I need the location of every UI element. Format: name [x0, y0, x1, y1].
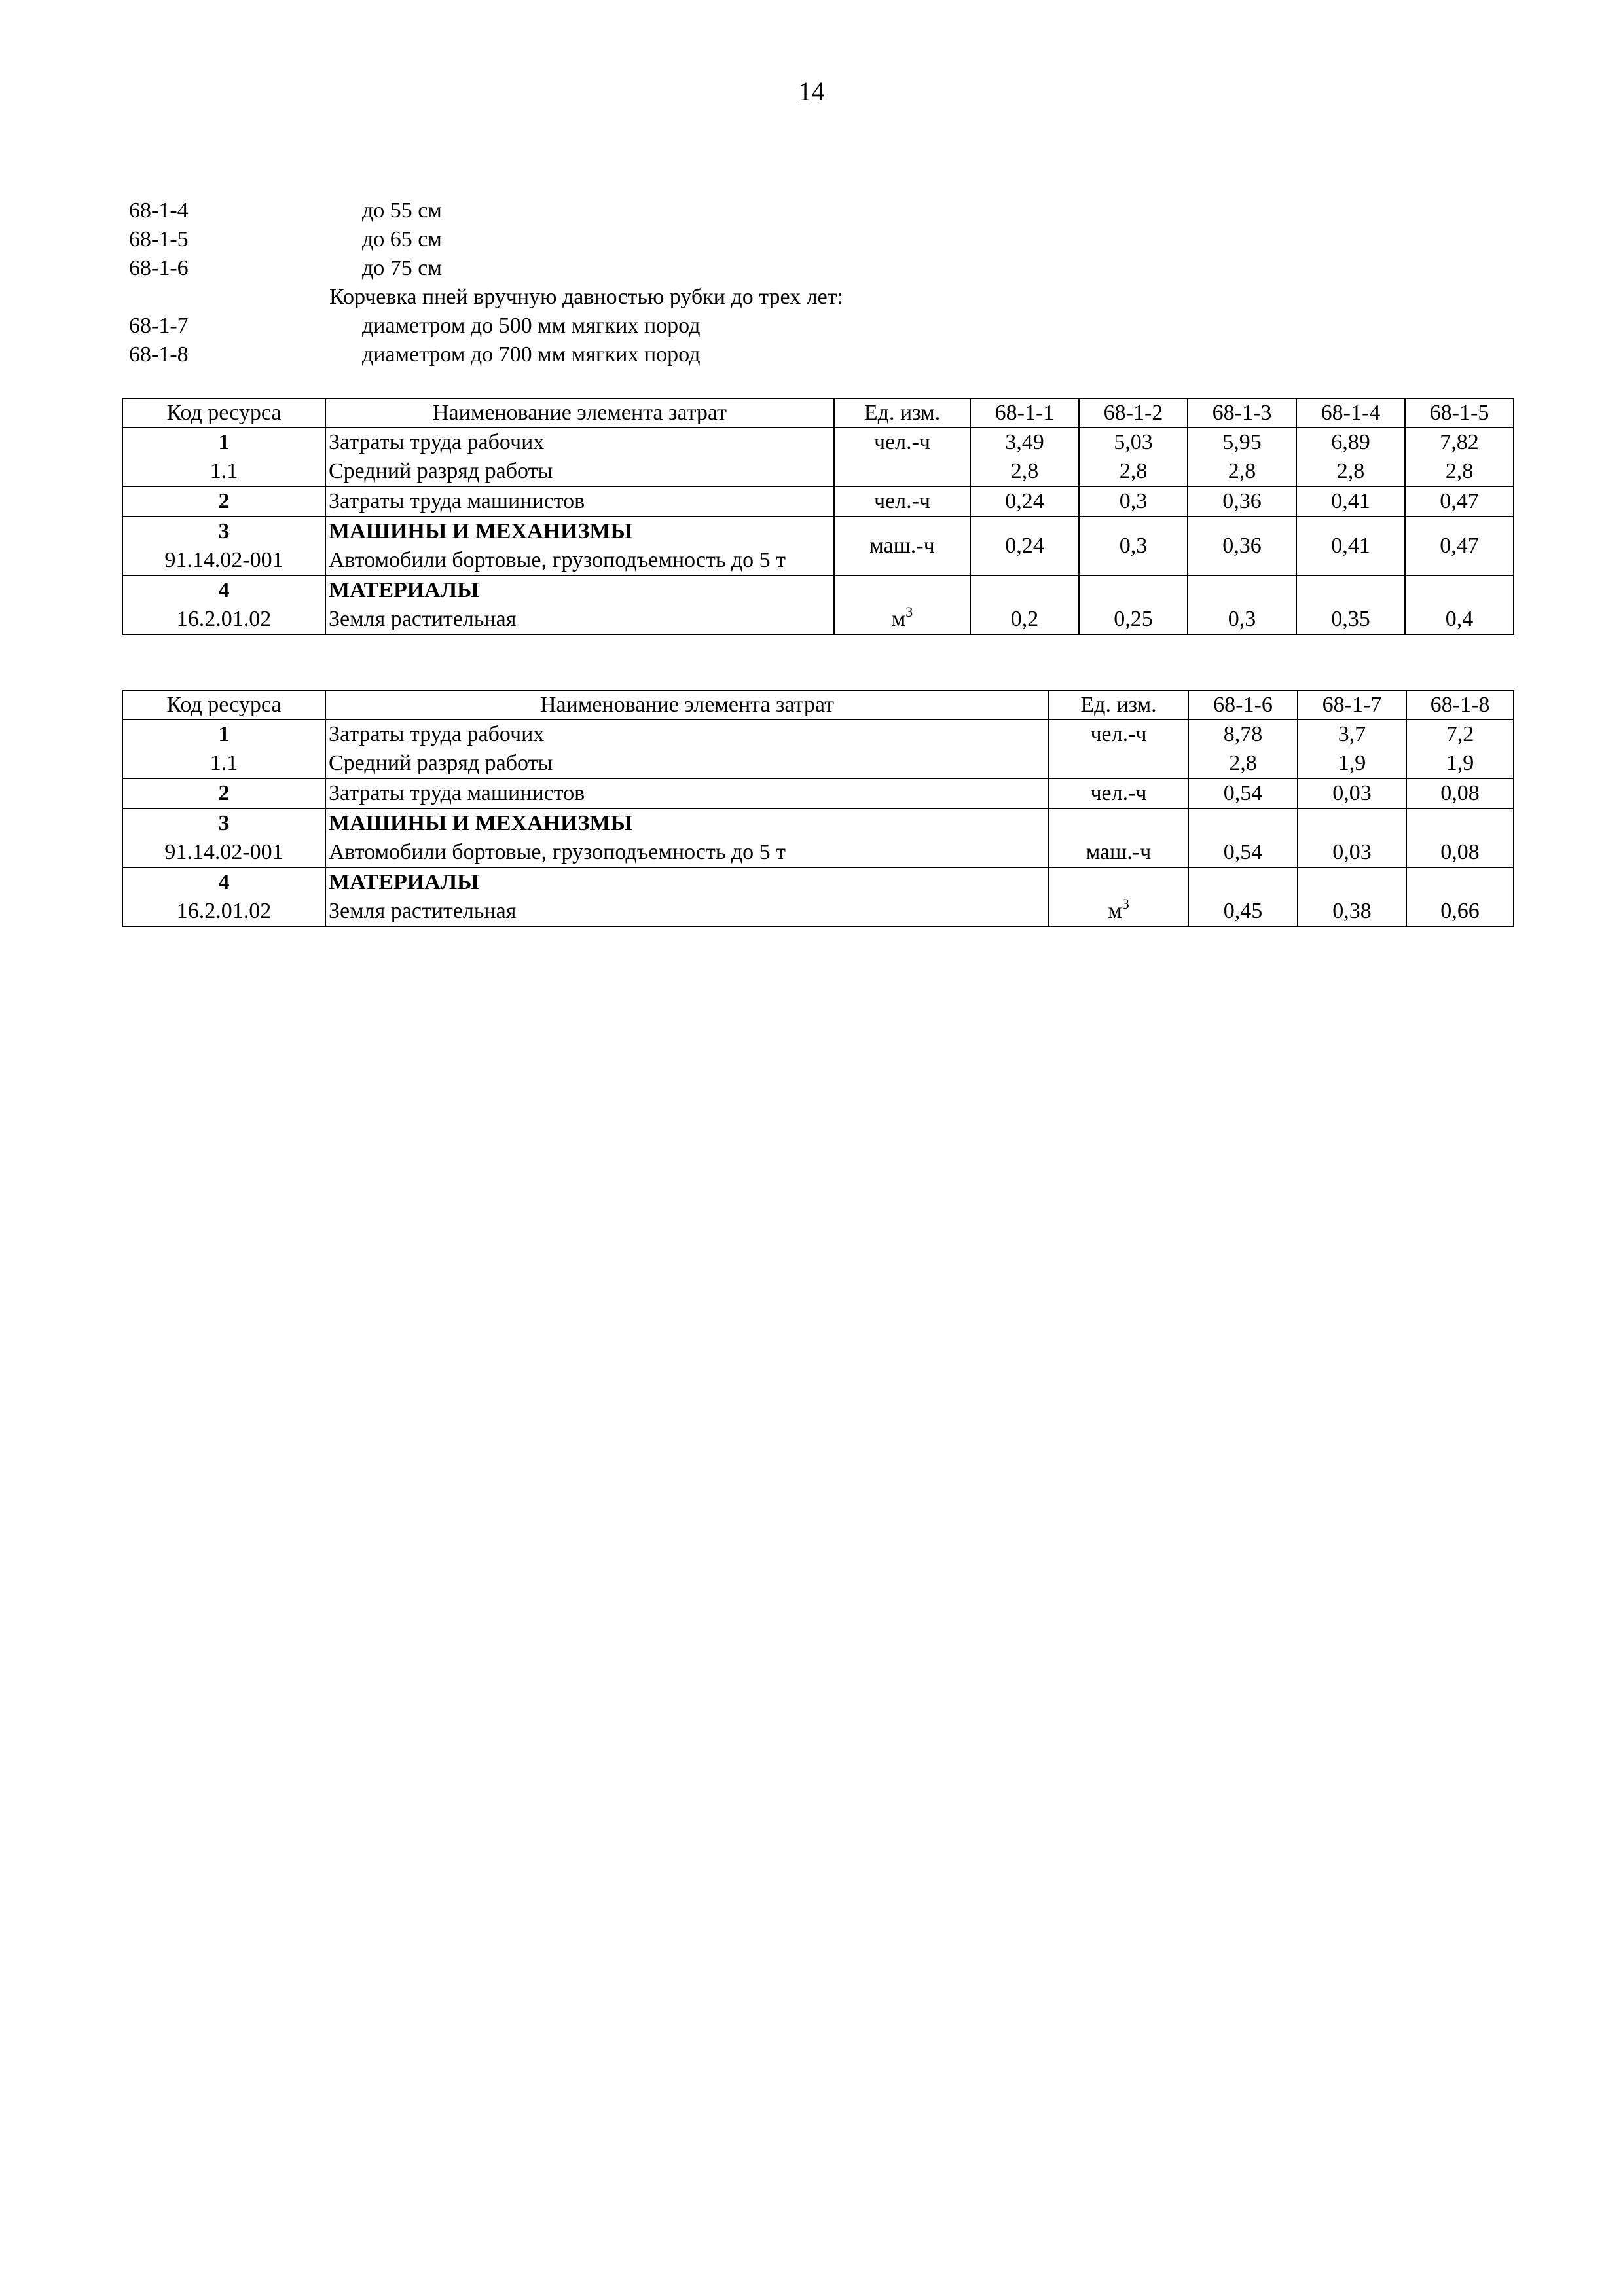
value: 0,36	[1222, 534, 1262, 558]
value-cell	[1406, 778, 1514, 809]
unit-value	[837, 605, 967, 634]
value: 0,4	[1445, 607, 1474, 631]
value-cell	[1298, 809, 1406, 867]
value-cell	[1405, 486, 1514, 517]
value-cell	[1188, 867, 1298, 926]
value: 2,8	[1119, 459, 1148, 483]
value: 2,8	[1229, 751, 1257, 775]
table-row-machines	[122, 809, 1514, 867]
page-number: 14	[798, 77, 825, 106]
value: 1,9	[1446, 751, 1474, 775]
value-cell	[1188, 778, 1298, 809]
list-item-code: 68-1-5	[129, 227, 189, 251]
unit-value: маш.-ч	[1085, 840, 1152, 864]
table-row-operators	[122, 486, 1514, 517]
value-cell	[970, 517, 1079, 575]
unit-superscript: 3	[905, 604, 913, 620]
value: 2,8	[1010, 459, 1039, 483]
value: 0,54	[1223, 840, 1263, 864]
value: 0,03	[1332, 840, 1372, 864]
value: 0,35	[1331, 607, 1370, 631]
section-title: МАТЕРИАЛЫ	[329, 870, 479, 894]
value: 0,3	[1119, 489, 1148, 513]
unit-cell	[834, 428, 970, 486]
unit-value: чел.-ч	[873, 430, 931, 454]
header-unit: Ед. изм.	[1049, 691, 1188, 720]
code-value: 1	[218, 722, 230, 746]
value: 0,47	[1440, 489, 1479, 513]
resource-table-2	[122, 690, 1514, 927]
list-item	[129, 225, 1307, 254]
code-value: 1	[218, 430, 230, 454]
list-group-title: Корчевка пней вручную давностью рубки до трех лет:	[329, 285, 843, 309]
header-norm-col: 68-1-2	[1079, 399, 1188, 428]
value: 0,3	[1119, 534, 1148, 558]
unit-cell	[834, 517, 970, 575]
unit-cell	[1049, 778, 1188, 809]
list-item-desc: до 55 см	[362, 198, 442, 223]
list-item-desc: диаметром до 700 мм мягких пород	[362, 342, 701, 367]
list-item	[129, 312, 1307, 340]
value: 0,47	[1440, 534, 1479, 558]
name-cell	[325, 809, 1049, 867]
value: 3,49	[1005, 430, 1044, 454]
value: 0,41	[1331, 489, 1370, 513]
name-cell	[325, 486, 834, 517]
value-cell	[1079, 517, 1188, 575]
name-value: Земля растительная	[329, 607, 517, 631]
header-code: Код ресурса	[122, 691, 325, 720]
header-norm-col: 68-1-3	[1188, 399, 1296, 428]
unit-base: м	[1108, 899, 1122, 923]
code-value: 16.2.01.02	[176, 607, 272, 631]
code-value: 2	[218, 781, 230, 805]
section-title: МАШИНЫ И МЕХАНИЗМЫ	[329, 519, 632, 543]
value: 2,8	[1445, 459, 1474, 483]
table-header-row	[122, 399, 1514, 428]
value-cell	[1406, 720, 1514, 778]
table-row-labor	[122, 428, 1514, 486]
value-cell	[1405, 517, 1514, 575]
value-cell	[1405, 575, 1514, 634]
header-norm-col: 68-1-7	[1298, 691, 1406, 720]
list-item-desc: диаметром до 500 мм мягких пород	[362, 314, 701, 338]
norm-list	[129, 196, 1307, 369]
section-title: МАТЕРИАЛЫ	[329, 578, 479, 602]
unit-superscript: 3	[1122, 896, 1129, 912]
value: 8,78	[1223, 722, 1263, 746]
value: 2,8	[1228, 459, 1256, 483]
value: 0,54	[1223, 781, 1263, 805]
unit-cell	[834, 575, 970, 634]
value: 1,9	[1338, 751, 1366, 775]
name-cell	[325, 517, 834, 575]
code-value: 91.14.02-001	[164, 840, 283, 864]
code-value: 3	[218, 519, 230, 543]
code-value: 1.1	[210, 751, 238, 775]
unit-value: чел.-ч	[1090, 781, 1147, 805]
unit-cell	[1049, 720, 1188, 778]
value: 3,7	[1338, 722, 1366, 746]
table-row-machines	[122, 517, 1514, 575]
code-cell	[122, 720, 325, 778]
header-norm-col: 68-1-4	[1296, 399, 1405, 428]
section-title: МАШИНЫ И МЕХАНИЗМЫ	[329, 811, 632, 835]
value-cell	[1296, 517, 1405, 575]
unit-cell	[1049, 867, 1188, 926]
name-value: Затраты труда машинистов	[329, 489, 585, 513]
code-value: 4	[218, 870, 230, 894]
table-row-operators	[122, 778, 1514, 809]
value: 0,45	[1223, 899, 1263, 923]
code-value: 3	[218, 811, 230, 835]
value: 0,38	[1332, 899, 1372, 923]
name-cell	[325, 428, 834, 486]
header-norm-col: 68-1-1	[970, 399, 1079, 428]
value: 0,25	[1114, 607, 1153, 631]
list-item-code: 68-1-8	[129, 342, 189, 367]
value-cell	[1406, 867, 1514, 926]
name-value: Затраты труда рабочих	[329, 430, 545, 454]
value: 5,95	[1222, 430, 1262, 454]
name-value: Автомобили бортовые, грузоподъемность до 5 т	[329, 548, 786, 572]
name-value: Затраты труда рабочих	[329, 722, 545, 746]
code-cell	[122, 575, 325, 634]
table-row-labor	[122, 720, 1514, 778]
list-group-heading	[129, 283, 1307, 312]
value: 7,82	[1440, 430, 1479, 454]
unit-value: чел.-ч	[1090, 722, 1147, 746]
list-item-code: 68-1-4	[129, 198, 189, 223]
name-cell	[325, 778, 1049, 809]
code-value: 2	[218, 489, 230, 513]
unit-cell	[1049, 809, 1188, 867]
list-item-code: 68-1-6	[129, 256, 189, 280]
value-cell	[1188, 809, 1298, 867]
value: 0,08	[1440, 840, 1480, 864]
header-name: Наименование элемента затрат	[325, 691, 1049, 720]
header-norm-col: 68-1-8	[1406, 691, 1514, 720]
name-value: Средний разряд работы	[329, 751, 553, 775]
value-cell	[1298, 867, 1406, 926]
value-cell	[1296, 575, 1405, 634]
name-value: Затраты труда машинистов	[329, 781, 585, 805]
unit-base: м	[891, 607, 906, 631]
value-cell	[970, 428, 1079, 486]
unit-value: чел.-ч	[873, 489, 931, 513]
code-cell	[122, 486, 325, 517]
name-cell	[325, 867, 1049, 926]
list-item	[129, 196, 1307, 225]
table-header-row	[122, 691, 1514, 720]
value: 0,03	[1332, 781, 1372, 805]
code-value: 1.1	[210, 459, 238, 483]
unit-cell	[834, 486, 970, 517]
value: 0,2	[1010, 607, 1039, 631]
name-cell	[325, 575, 834, 634]
name-value: Автомобили бортовые, грузоподъемность до 5 т	[329, 840, 786, 864]
list-item-desc: до 75 см	[362, 256, 442, 280]
code-value: 91.14.02-001	[164, 548, 283, 572]
value-cell	[970, 486, 1079, 517]
value-cell	[1079, 575, 1188, 634]
resource-table-1	[122, 398, 1514, 635]
code-cell	[122, 867, 325, 926]
value: 2,8	[1336, 459, 1365, 483]
value-cell	[1188, 720, 1298, 778]
header-norm-col: 68-1-5	[1405, 399, 1514, 428]
unit-value: маш.-ч	[869, 534, 935, 558]
value-cell	[1296, 486, 1405, 517]
value-cell	[1298, 720, 1406, 778]
list-item	[129, 254, 1307, 283]
value-cell	[1298, 778, 1406, 809]
value-cell	[1188, 575, 1296, 634]
code-value: 4	[218, 578, 230, 602]
value-cell	[970, 575, 1079, 634]
value: 0,66	[1440, 899, 1480, 923]
name-value: Земля растительная	[329, 899, 517, 923]
list-item	[129, 340, 1307, 369]
header-unit: Ед. изм.	[834, 399, 970, 428]
value: 0,08	[1440, 781, 1480, 805]
code-cell	[122, 517, 325, 575]
value: 7,2	[1446, 722, 1474, 746]
value-cell	[1296, 428, 1405, 486]
value-cell	[1188, 486, 1296, 517]
value-cell	[1188, 428, 1296, 486]
value-cell	[1406, 809, 1514, 867]
value-cell	[1405, 428, 1514, 486]
value: 0,3	[1228, 607, 1256, 631]
header-name: Наименование элемента затрат	[325, 399, 834, 428]
value-cell	[1079, 428, 1188, 486]
code-cell	[122, 778, 325, 809]
value: 6,89	[1331, 430, 1370, 454]
value: 5,03	[1114, 430, 1153, 454]
list-item-code: 68-1-7	[129, 314, 189, 338]
name-value: Средний разряд работы	[329, 459, 553, 483]
code-cell	[122, 809, 325, 867]
code-value: 16.2.01.02	[176, 899, 272, 923]
header-code: Код ресурса	[122, 399, 325, 428]
table-row-materials	[122, 575, 1514, 634]
value-cell	[1188, 517, 1296, 575]
table-row-materials	[122, 867, 1514, 926]
header-norm-col: 68-1-6	[1188, 691, 1298, 720]
value: 0,41	[1331, 534, 1370, 558]
value: 0,24	[1005, 489, 1044, 513]
value: 0,24	[1005, 534, 1044, 558]
value-cell	[1079, 486, 1188, 517]
list-item-code	[129, 283, 329, 312]
value: 0,36	[1222, 489, 1262, 513]
unit-value	[1052, 897, 1185, 926]
list-item-desc: до 65 см	[362, 227, 442, 251]
code-cell	[122, 428, 325, 486]
name-cell	[325, 720, 1049, 778]
